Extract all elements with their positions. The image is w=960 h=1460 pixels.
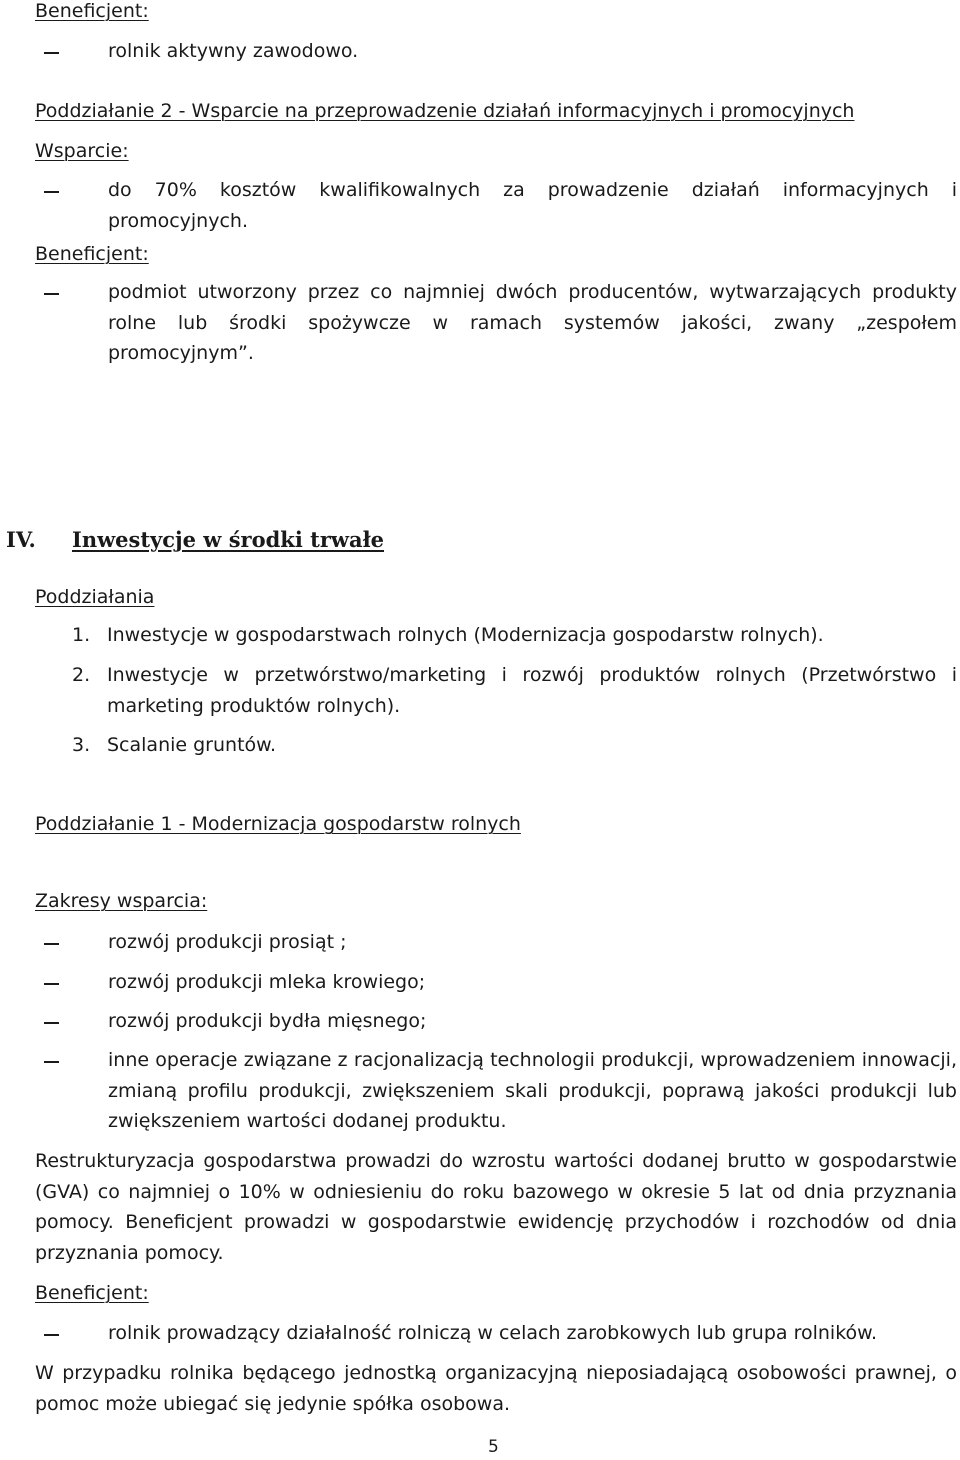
item-number: 1. xyxy=(72,624,91,646)
wsparcie-label: Wsparcie: xyxy=(35,140,129,162)
item-number: 3. xyxy=(72,734,91,756)
list-item xyxy=(35,175,957,236)
list-item-text: inne operacje związane z racjonalizacją technologii produkcji, wprowadzeniem innowacji, zmianą profilu produkcji, zwiększeniem skali produkcji, poprawą jakości produkcji lub zwiększeniem wartości dodanej produktu. xyxy=(108,1049,957,1132)
list-item-text: rolnik aktywny zawodowo. xyxy=(108,40,359,62)
uwaga-paragraph: W przypadku rolnika będącego jednostką organizacyjną nieposiadającą osobowości prawnej, o pomoc może ubiegać się jedynie spółka osobowa. xyxy=(35,1362,957,1415)
numbered-item xyxy=(72,730,957,761)
list-item xyxy=(35,277,957,369)
list-item xyxy=(35,36,957,67)
list-item-text: do 70% kosztów kwalifikowalnych za prowadzenie działań informacyjnych i promocyjnych. xyxy=(108,179,957,232)
beneficjent-label: Beneficjent: xyxy=(35,243,149,265)
list-item-text: rozwój produkcji prosiąt ; xyxy=(108,931,347,953)
numbered-item xyxy=(72,660,957,721)
page-number: 5 xyxy=(488,1437,499,1457)
list-item xyxy=(35,1318,957,1349)
list-item xyxy=(35,1045,957,1137)
section-title-text: Inwestycje w środki trwałe xyxy=(72,527,385,552)
section-number: IV. xyxy=(6,527,36,552)
poddzialanie-2-heading: Poddziałanie 2 - Wsparcie na przeprowadzenie działań informacyjnych i promocyjnych xyxy=(35,100,855,122)
item-number: 2. xyxy=(72,664,91,686)
poddzialanie-1-heading: Poddziałanie 1 - Modernizacja gospodarstw rolnych xyxy=(35,813,521,835)
list-item-text: rolnik prowadzący działalność rolniczą w celach zarobkowych lub grupa rolników. xyxy=(108,1322,877,1344)
list-item-text: rozwój produkcji bydła mięsnego; xyxy=(108,1010,427,1032)
list-item-text: rozwój produkcji mleka krowiego; xyxy=(108,971,426,993)
list-item-text: podmiot utworzony przez co najmniej dwóch producentów, wytwarzających produkty rolne lub środki spożywcze w ramach systemów jakości, zwany „zespołem promocyjnym”. xyxy=(108,281,957,364)
item-text: Inwestycje w gospodarstwach rolnych (Modernizacja gospodarstw rolnych). xyxy=(107,624,824,646)
zakresy-label: Zakresy wsparcia: xyxy=(35,890,208,912)
list-item xyxy=(35,1006,957,1037)
item-text: Scalanie gruntów. xyxy=(107,734,276,756)
list-item xyxy=(35,967,957,998)
item-text: Inwestycje w przetwórstwo/marketing i rozwój produktów rolnych (Przetwórstwo i marketing produktów rolnych). xyxy=(107,664,957,717)
list-item xyxy=(35,927,957,958)
beneficjent-label: Beneficjent: xyxy=(35,0,149,22)
numbered-item xyxy=(72,620,957,651)
beneficjent-label: Beneficjent: xyxy=(35,1282,149,1304)
poddzialania-label: Poddziałania xyxy=(35,586,155,608)
section-title xyxy=(72,525,384,555)
restrukturyzacja-paragraph: Restrukturyzacja gospodarstwa prowadzi do wzrostu wartości dodanej brutto w gospodarstwie (GVA) co najmniej o 10% w odniesieniu do roku bazowego w okresie 5 lat od dnia przyznania pomocy. Beneficjent prowadzi w gospodarstwie ewidencję przychodów i rozchodów od dnia przyznania pomocy. xyxy=(35,1150,957,1264)
